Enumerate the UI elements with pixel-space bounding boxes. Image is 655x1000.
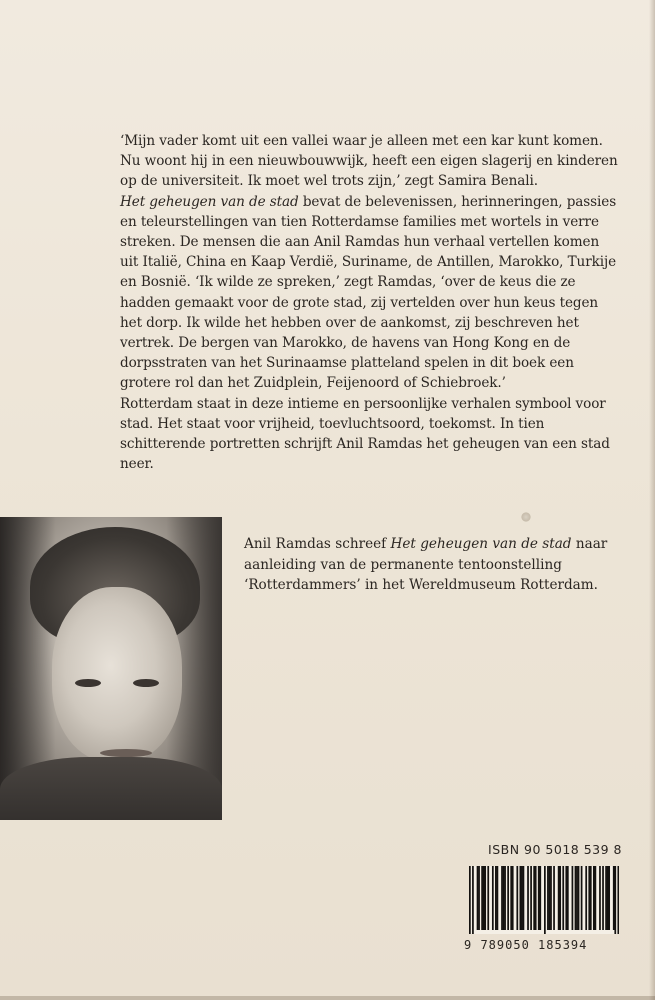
barcode-bar [567,866,569,930]
cover-bottom-edge [0,996,655,1000]
barcode-bar [503,866,505,930]
barcode-bar [547,866,549,930]
cover-stain [521,512,531,522]
barcode-bar [472,866,474,934]
blurb-closing: Rotterdam staat in deze intieme en persoonlijke verhalen symbool voor stad. Het staat voor vrijheid, toevluchtsoord, toekomst. In tien schitterende portretten schrijft Anil Ramdas het geheugen van een stad neer. [120,395,610,473]
photo-right-eye [133,679,159,687]
barcode-bar [501,866,503,930]
barcode-bar [520,866,522,930]
barcode-bar [593,866,595,930]
barcode-bar [495,866,497,930]
barcode-bar [492,866,494,930]
barcode-bar [581,866,583,930]
barcode-bar [530,866,532,930]
barcode-bar [595,866,597,930]
barcode-bars [469,866,619,934]
barcode-bar [558,866,560,930]
barcode-bar [588,866,590,930]
barcode-bar [504,866,506,930]
barcode-bar [521,866,523,930]
barcode-bar [535,866,537,930]
blurb-description [120,192,620,394]
blurb-description-text: bevat de belevenissen, herinneringen, passies en teleurstellingen van tien Rotterdamse families met wortels in verre streken. De mensen die aan Anil Ramdas hun verhaal vertellen komen uit Italië, China en Kaap Verdië, Suriname, de Antillen, Marokko, Turkije en Bosnië. ‘Ik wilde ze spreken,’ zegt Ramdas, ‘over de keus die ze hadden gemaakt voor de grote stad, zij vertelden over hun keus tegen het dorp. Ik wilde het hebben over de aankomst, zij beschreven het vertrek. De bergen van Marokko, de havens van Hong Kong en de dorpsstraten van het Surinaamse platteland spelen in dit boek een grotere rol dan het Zuidplein, Feijenoord of Schiebroek.’ [120,193,617,392]
book-title: Het geheugen van de stad [120,193,299,210]
barcode-bar [510,866,512,930]
barcode [469,866,619,934]
barcode-bar [507,866,509,930]
barcode-bar [605,866,607,930]
barcode-bar [477,866,479,930]
barcode-bar [523,866,525,930]
barcode-bar [483,866,485,930]
author-photo [0,517,222,820]
caption-book-title: Het geheugen van de stad [390,536,572,552]
barcode-bar [553,866,555,930]
barcode-bar [576,866,578,930]
barcode-bar [575,866,577,930]
barcode-bar [550,866,552,930]
barcode-bar [608,866,610,930]
ean-number: 9 789050 185394 [464,938,588,952]
barcode-bar [538,866,540,930]
barcode-bar [617,866,619,934]
barcode-bar [578,866,580,930]
barcode-bar [539,866,541,930]
barcode-bar [613,866,615,930]
barcode-bar [484,866,486,930]
barcode-bar [533,866,535,930]
photo-face [52,587,182,762]
barcode-bar [607,866,609,930]
caption-before: Anil Ramdas schreef [244,536,391,552]
barcode-bar [572,866,574,930]
barcode-bar [599,866,601,930]
barcode-bar [512,866,514,930]
photo-left-eye [75,679,101,687]
barcode-bar [614,866,616,934]
barcode-bar [516,866,518,930]
barcode-bar [487,866,489,930]
photo-mouth [100,749,152,757]
barcode-bar [544,866,546,934]
author-caption [244,534,624,596]
barcode-bar [549,866,551,930]
barcode-bar [602,866,604,930]
barcode-bar [562,866,564,930]
barcode-bar [527,866,529,930]
barcode-bar [497,866,499,930]
caption-after: naar aanleiding van de permanente tentoonstelling ‘Rotterdammers’ in het Wereldmuseum Rotterdam. [244,536,608,593]
barcode-bar [478,866,480,930]
barcode-bar [481,866,483,930]
isbn-number: ISBN 90 5018 539 8 [488,842,622,857]
barcode-bar [469,866,471,934]
cover-edge-shadow [649,0,655,1000]
blurb-text [120,131,620,474]
barcode-bar [565,866,567,930]
barcode-bar [559,866,561,930]
blurb-quote: ‘Mijn vader komt uit een vallei waar je alleen met een kar kunt komen. Nu woont hij in een nieuwbouwwijk, heeft een eigen slagerij en kinderen op de universiteit. Ik moet wel trots zijn,’ zegt Samira Benali. [120,133,618,190]
photo-shirt [0,757,222,820]
barcode-bar [585,866,587,930]
barcode-bar [590,866,592,930]
